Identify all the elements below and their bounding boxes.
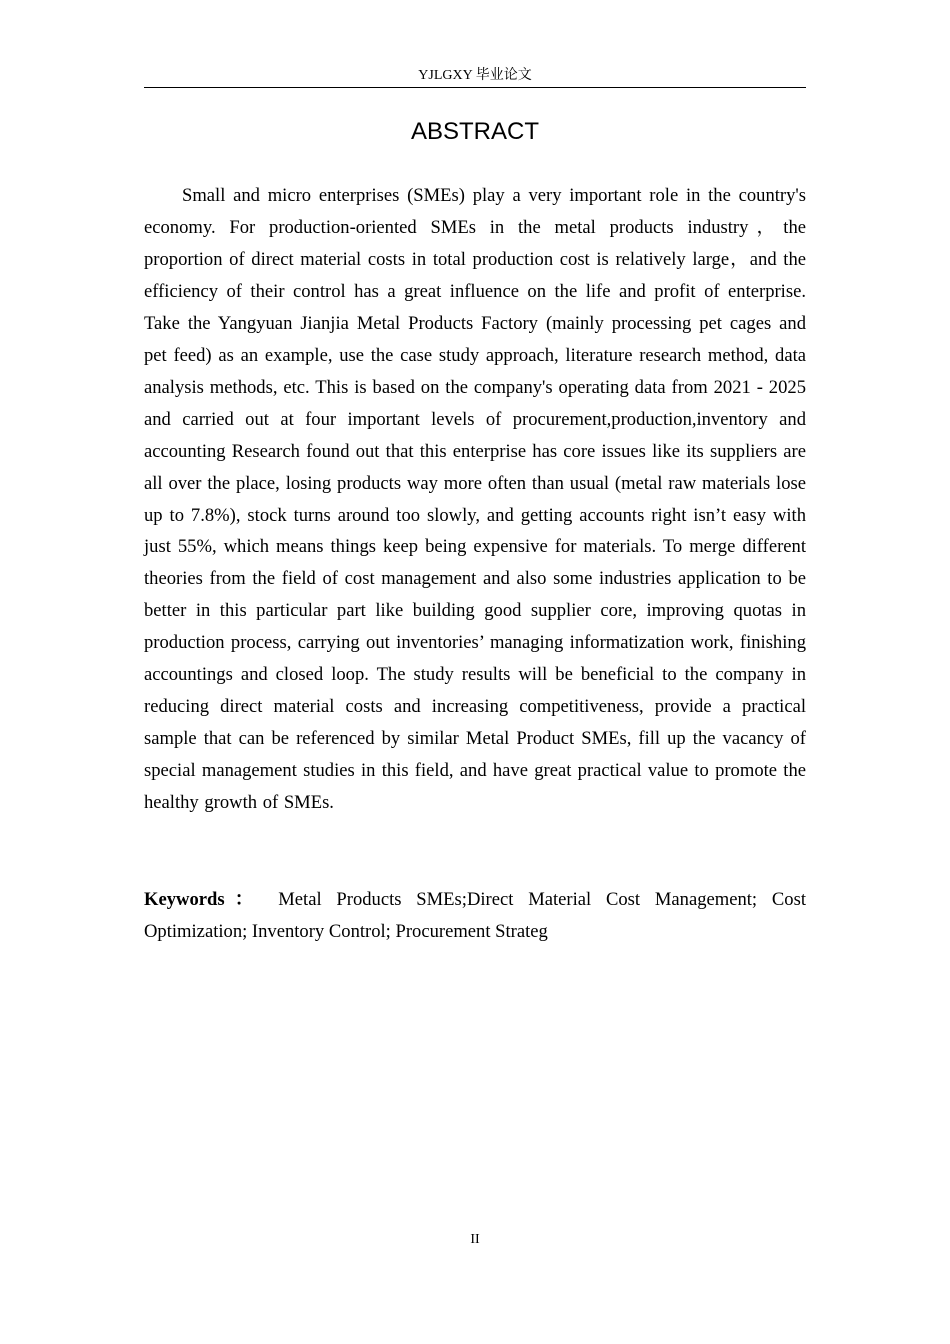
- keywords-text: Metal Products SMEs;Direct Material Cost Management; Cost Optimization; Inventory Control; Procurement Strateg: [144, 889, 806, 942]
- running-header: YJLGXY 毕业论文: [418, 68, 532, 83]
- abstract-title: ABSTRACT: [410, 118, 539, 145]
- header-rule: [144, 87, 806, 88]
- keywords-label: Keywords：: [144, 889, 264, 910]
- abstract-body: Small and micro enterprises (SMEs) play a very important role in the country's economy. For production-oriented SMEs in the metal products industry，the proportion of direct material costs in total production cost is relatively large，and the efficiency of their control has a great influence on the life and profit of enterprise. Take the Yangyuan Jianjia Metal Products Factory (mainly processing pet cages and pet feed) as an example, use the case study approach, literature research method, data analysis methods, etc. This is based on the company's operating data from 2021 - 2025 and carried out at four important levels of procurement,production,inventory and accounting Research found out that this enterprise has core issues like its suppliers are all over the place, losing products way more often than usual (metal raw materials lose up to 7.8%), stock turns around too slowly, and getting accounts right isn’t easy with just 55%, which means things keep being expensive for materials. To merge different theories from the field of cost management and also some industries application to be better in this particular part like building good supplier core, improving quotas in production process, carrying out inventories’ managing informatization work, finishing accountings and closed loop. The study results will be beneficial to the company in reducing direct material costs and increasing competitiveness, provide a practical sample that can be referenced by similar Metal Product SMEs, fill up the vacancy of special management studies in this field, and have great practical value to promote the healthy growth of SMEs.: [144, 185, 806, 814]
- page-number: II: [470, 1232, 480, 1247]
- keywords-paragraph: [144, 884, 806, 948]
